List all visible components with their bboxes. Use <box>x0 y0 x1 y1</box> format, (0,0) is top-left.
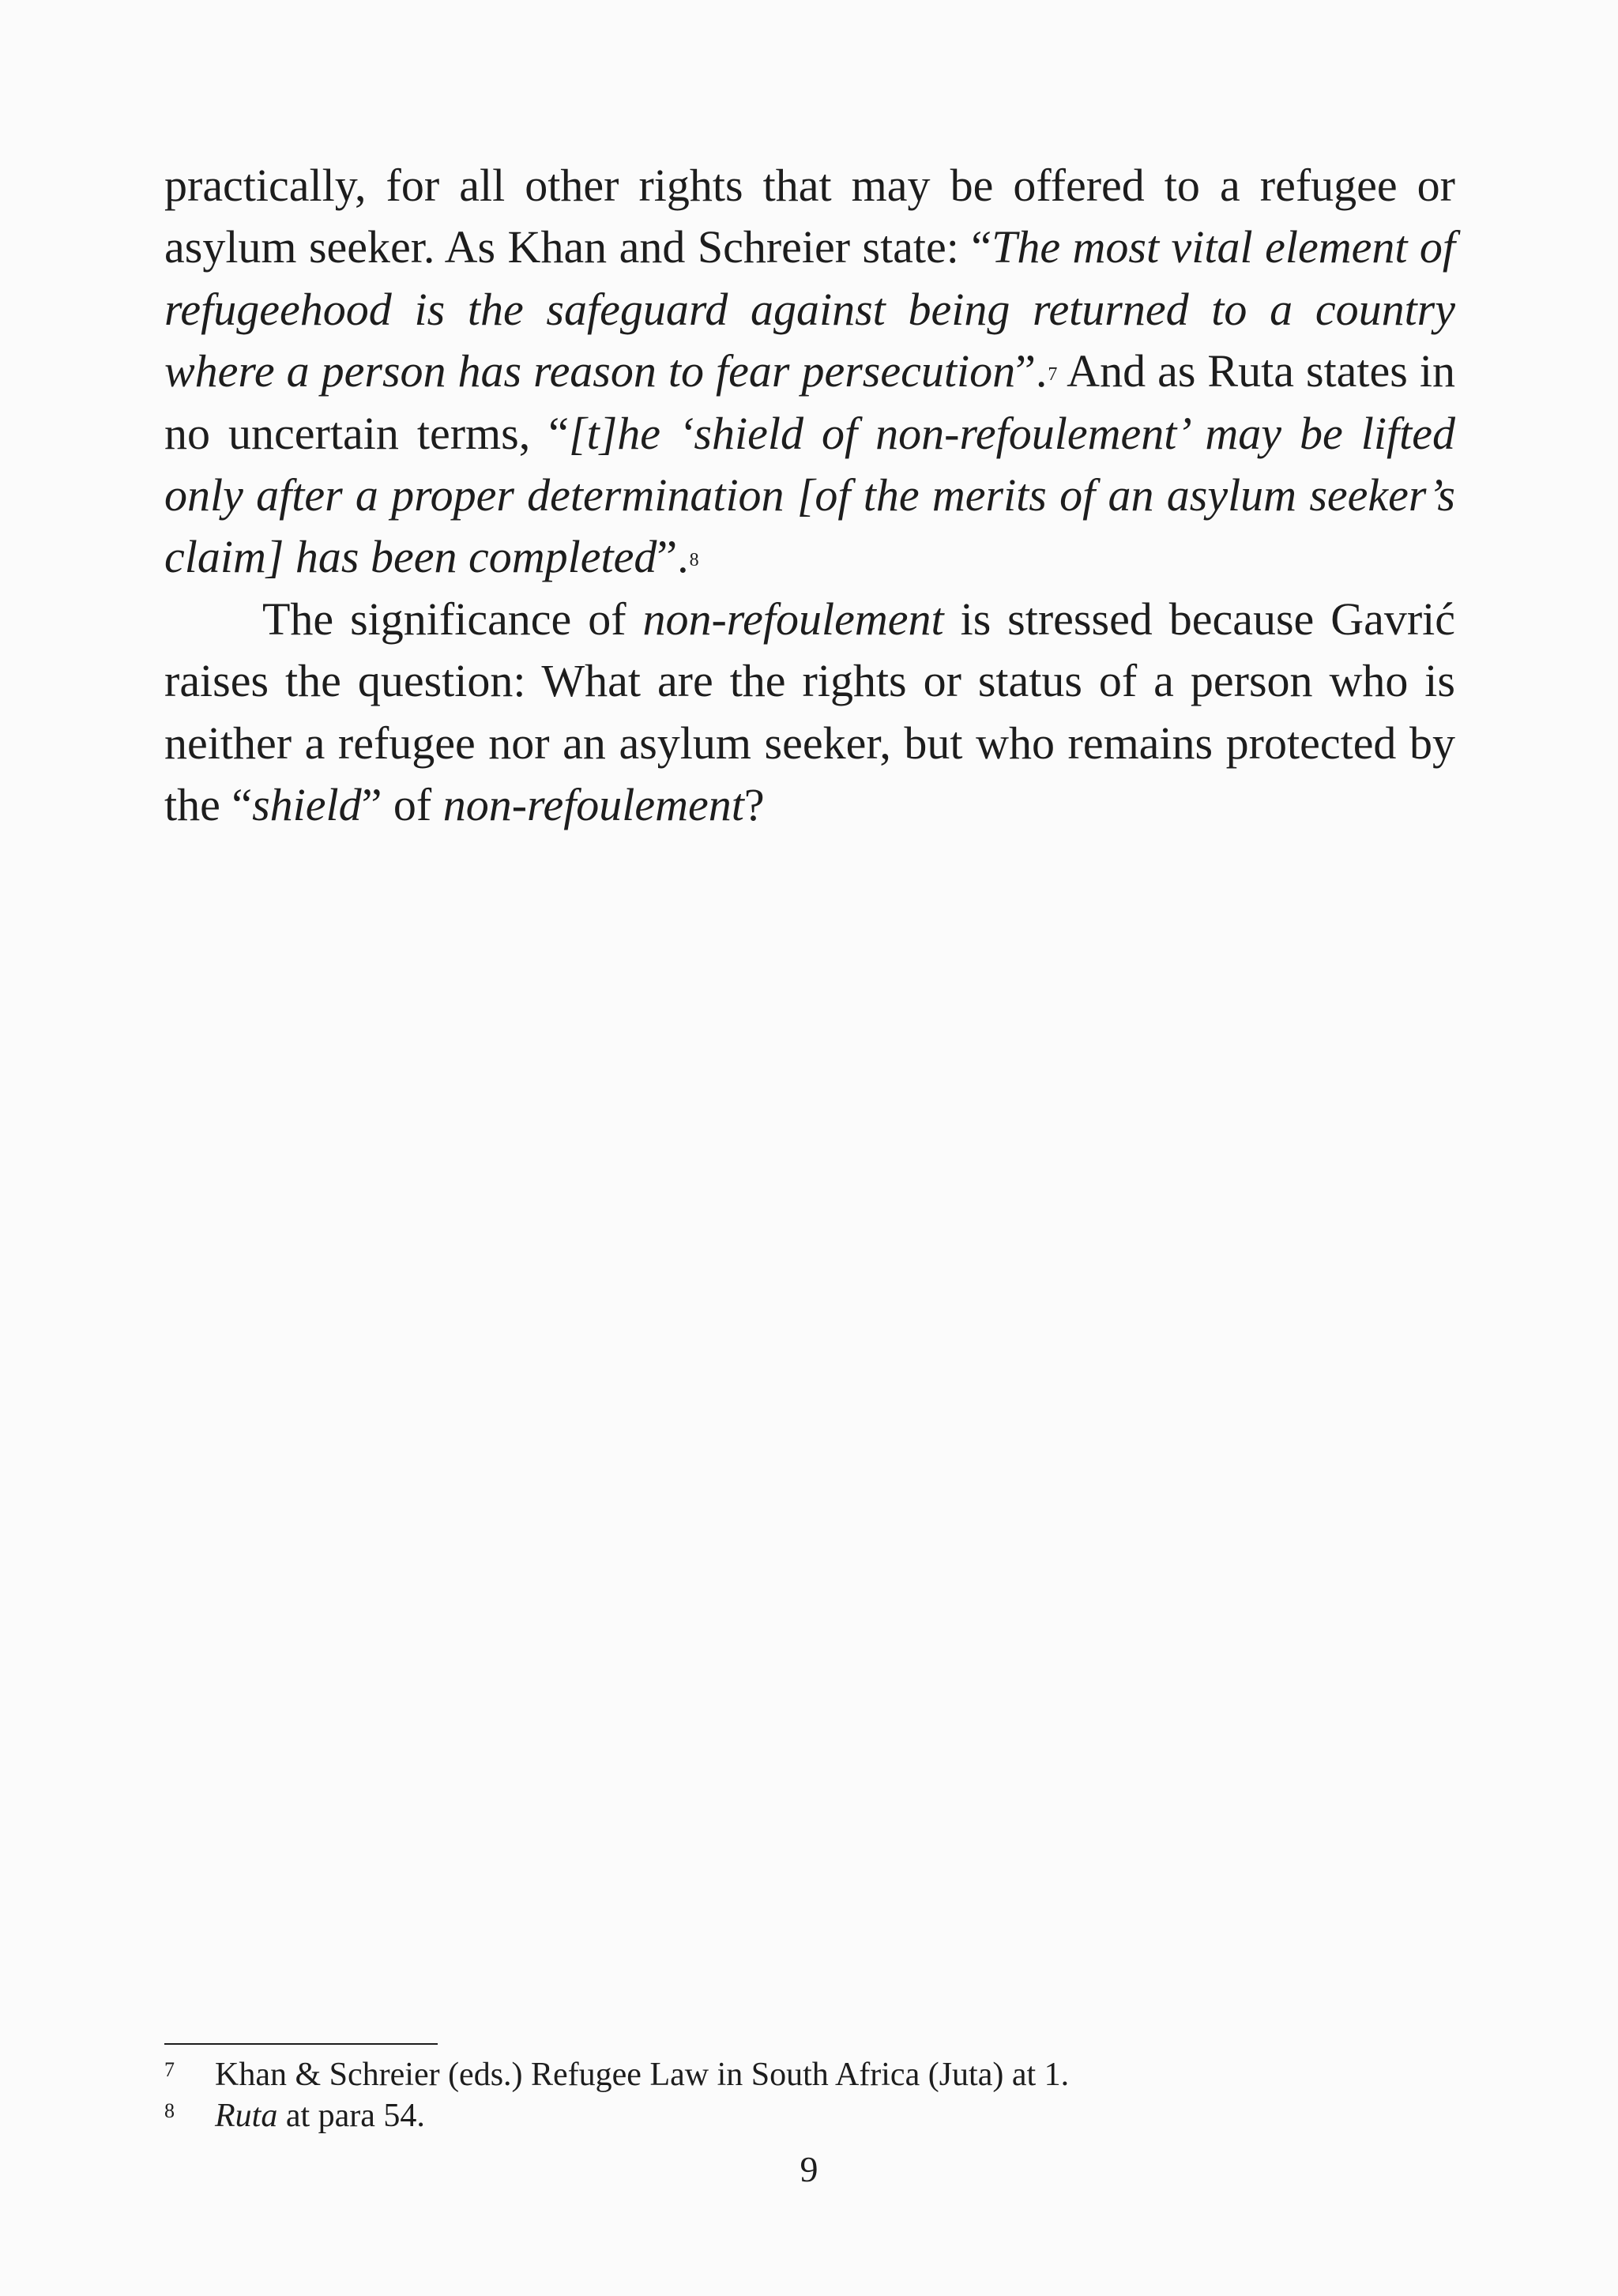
p2-text-2: is stressed because Gavrić raises the question: What are the rights or status of a person who is neither a refugee nor an asylum seeker, but who remains protected by the “ <box>164 593 1455 831</box>
p1-text-4: ”. <box>657 531 689 583</box>
footnote-ref-8[interactable]: 8 <box>689 550 699 571</box>
footnotes <box>164 2054 1455 2136</box>
footnote-text: Khan & Schreier (eds.) Refugee Law in South Africa (Juta) at 1. <box>215 2057 1070 2093</box>
p2-text-1: The significance of <box>262 593 643 645</box>
footnote-number: 7 <box>164 2058 175 2081</box>
main-text <box>164 155 1455 836</box>
p2-term-2: non-refoulement <box>442 779 744 831</box>
footnote-8 <box>164 2095 1455 2136</box>
p2-term-shield: shield <box>252 779 362 831</box>
p1-text-2: ”. <box>1015 345 1048 397</box>
p1-text-1: practically, for all other rights that may be offered to a refugee or asylum seeker. As Khan and Schreier state: “ <box>164 160 1455 273</box>
footnote-ref-7[interactable]: 7 <box>1048 364 1058 386</box>
footnote-case-name: Ruta <box>215 2098 278 2134</box>
page-number: 9 <box>800 2149 818 2189</box>
p2-term-1: non-refoulement <box>642 593 944 645</box>
footnote-text: at para 54. <box>277 2098 425 2134</box>
paragraph-2 <box>164 589 1455 837</box>
p1-quote-khan-schreier: The most vital element of refugeehood is the safeguard against being returned to a country where a person has reason to fear persecution <box>164 221 1455 397</box>
paragraph-1 <box>164 155 1455 589</box>
p2-text-4: ? <box>743 779 765 831</box>
p1-text-3: And as Ruta states in no uncertain terms, “ <box>164 345 1455 459</box>
footnote-number: 8 <box>164 2099 175 2122</box>
p1-quote-ruta: [t]he ‘shield of non-refoulement’ may be lifted only after a proper determination [of the merits of an asylum seeker’s claim] has been completed <box>164 407 1456 583</box>
footnote-7 <box>164 2054 1455 2095</box>
p2-text-3: ” of <box>361 779 443 831</box>
footnote-divider <box>164 2043 438 2045</box>
